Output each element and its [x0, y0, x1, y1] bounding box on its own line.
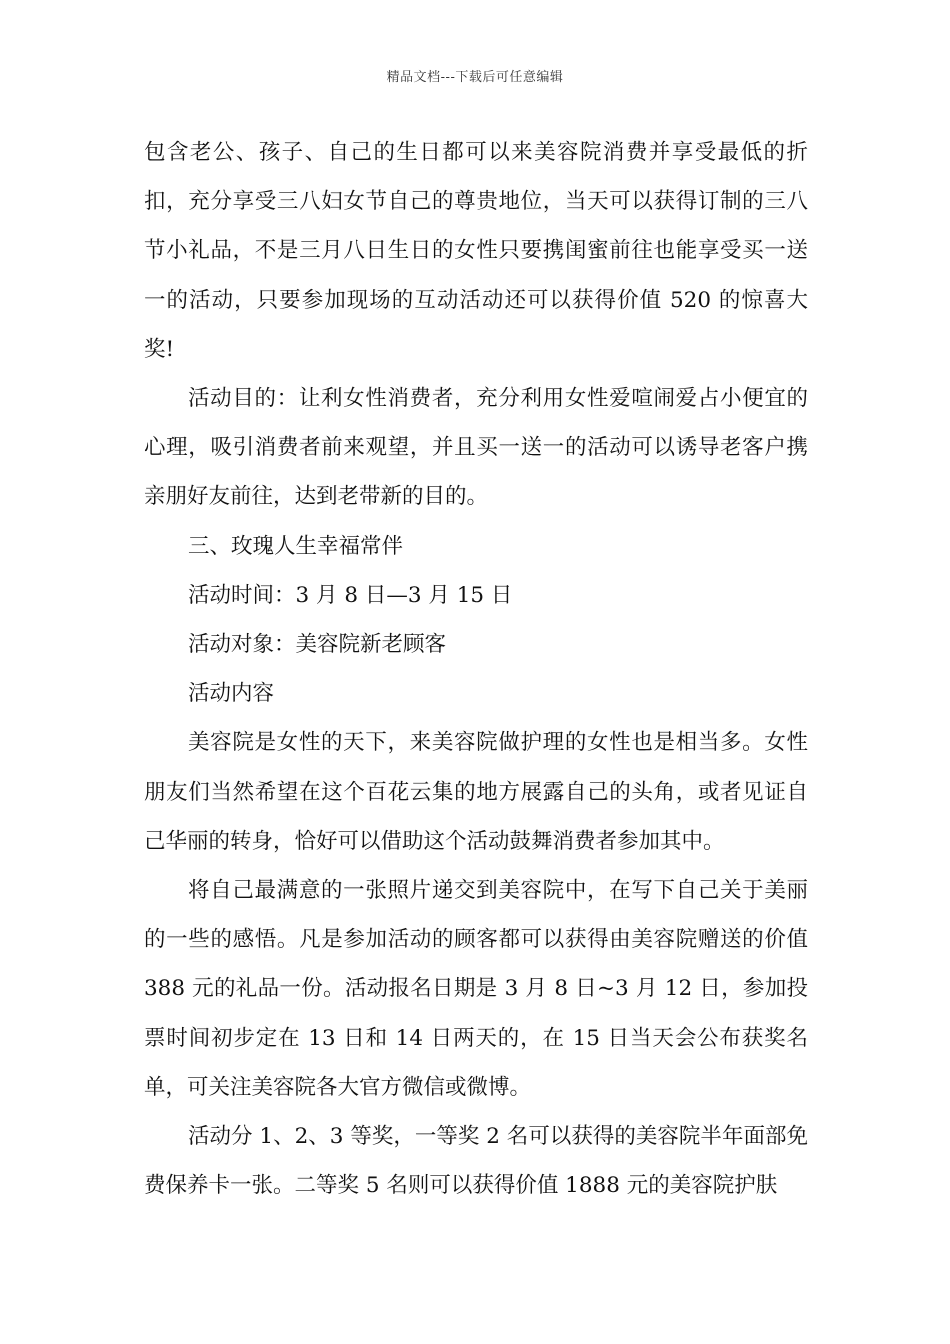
page-header: 精品文档---下载后可任意编辑	[386, 70, 564, 85]
document-body	[144, 128, 808, 1210]
paragraph: 美容院是女性的天下，来美容院做护理的女性也是相当多。女性朋友们当然希望在这个百花云集的地方展露自己的头角，或者见证自己华丽的转身，恰好可以借助这个活动鼓舞消费者参加其中。	[144, 730, 808, 854]
paragraph: 活动时间：3 月 8 日—3 月 15 日	[188, 582, 513, 608]
paragraph: 活动分 1、2、3 等奖，一等奖 2 名可以获得的美容院半年面部免费保养卡一张。二等奖 5 名则可以获得价值 1888 元的美容院护肤	[144, 1124, 808, 1199]
paragraph: 活动目的：让利女性消费者，充分利用女性爱喧闹爱占小便宜的心理，吸引消费者前来观望，并且买一送一的活动可以诱导老客户携亲朋好友前往，达到老带新的目的。	[144, 386, 808, 510]
paragraph: 活动内容	[188, 681, 275, 707]
paragraph: 包含老公、孩子、自己的生日都可以来美容院消费并享受最低的折扣，充分享受三八妇女节自己的尊贵地位，当天可以获得订制的三八节小礼品，不是三月八日生日的女性只要携闺蜜前往也能享受买一送一的活动，只要参加现场的互动活动还可以获得价值 520 的惊喜大奖!	[144, 140, 808, 362]
section-heading: 三、玫瑰人生幸福常伴	[188, 533, 404, 559]
paragraph: 活动对象：美容院新老顾客	[188, 632, 447, 658]
paragraph: 将自己最满意的一张照片递交到美容院中，在写下自己关于美丽的一些的感悟。凡是参加活动的顾客都可以获得由美容院赠送的价值 388 元的礼品一份。活动报名日期是 3 月 8 日~3 月 12 日，参加投票时间初步定在 13 日和 14 日两天的，在 15 日当天会公布获奖名单，可关注美容院各大官方微信或微博。	[144, 878, 808, 1100]
